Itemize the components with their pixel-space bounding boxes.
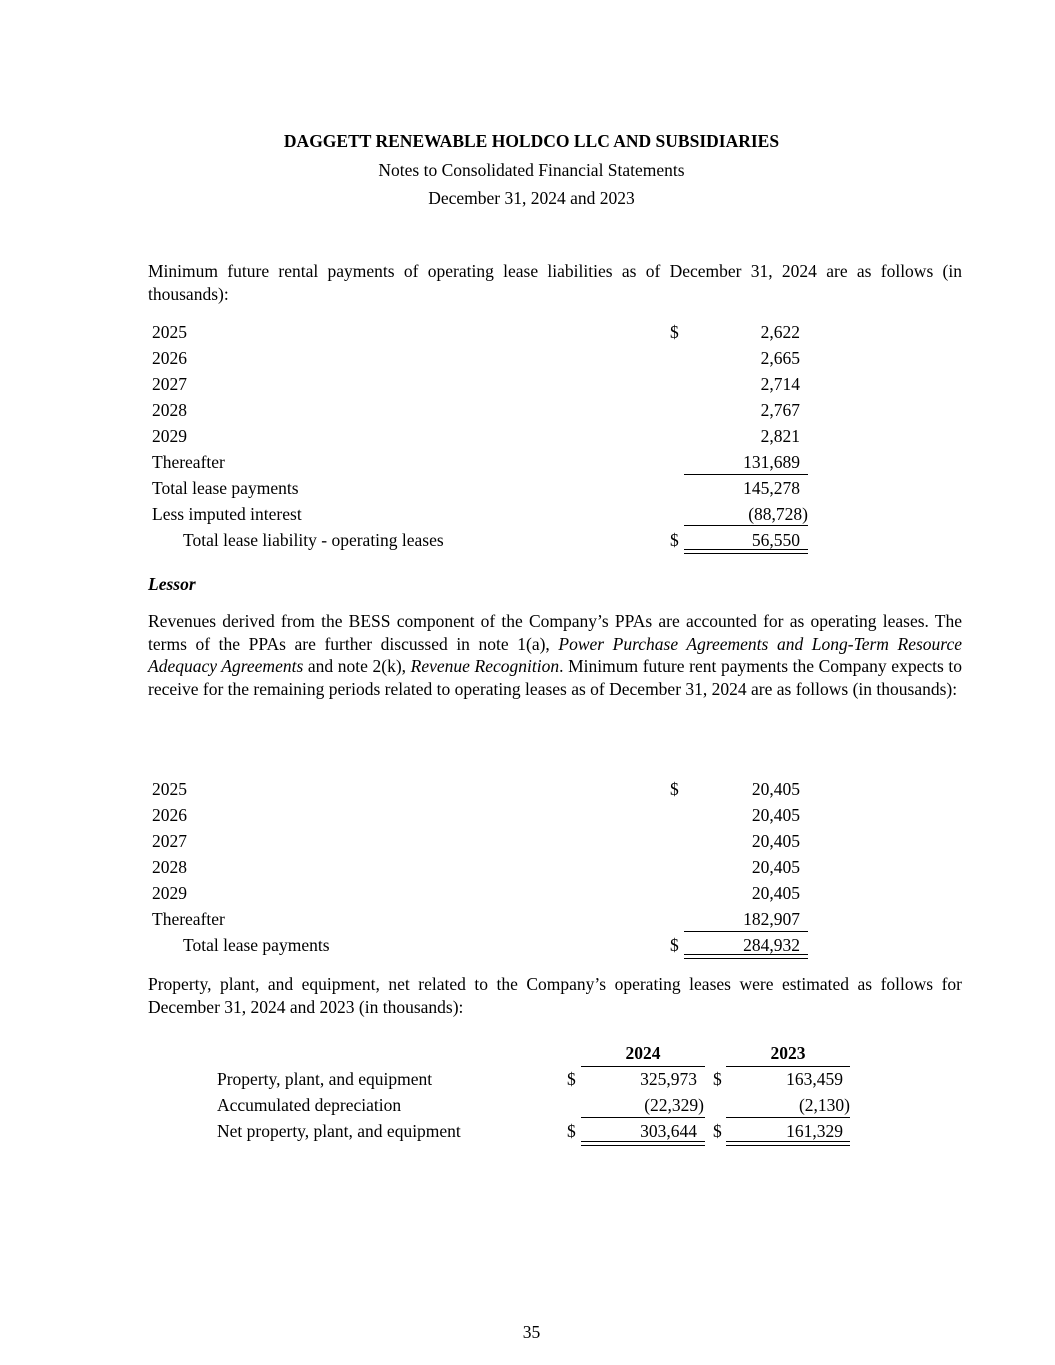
- paragraph-text: . Minimum future rent payments the Company expects to receive for the remaining periods related to operating leases as of December 31, 2024 are as follows (in thousands):: [148, 656, 962, 699]
- currency-symbol: $: [670, 779, 679, 799]
- row-value: 284,932: [743, 935, 800, 955]
- row-label: 2029: [152, 883, 187, 903]
- row-label: 2029: [152, 426, 187, 446]
- currency-symbol: $: [567, 1121, 576, 1141]
- lessor-intro-paragraph: [148, 610, 962, 700]
- currency-symbol: $: [670, 322, 679, 342]
- currency-symbol: $: [713, 1121, 722, 1141]
- row-label: Total lease liability - operating leases: [183, 530, 444, 550]
- row-value: 131,689: [743, 452, 800, 472]
- paragraph-text: and note 2(k),: [303, 656, 411, 676]
- total-double-rule: [684, 549, 808, 554]
- total-double-rule: [684, 954, 808, 959]
- document-period: December 31, 2024 and 2023: [428, 188, 635, 208]
- subtotal-rule: [684, 525, 808, 526]
- value-2023: 163,459: [786, 1069, 843, 1089]
- value-2024: (22,329): [644, 1095, 704, 1115]
- document-subtitle: Notes to Consolidated Financial Statements: [378, 160, 685, 180]
- value-2023: 161,329: [786, 1121, 843, 1141]
- row-value: 2,714: [760, 374, 800, 394]
- row-value: 20,405: [751, 831, 800, 851]
- table-row: [217, 1092, 857, 1118]
- row-label: Property, plant, and equipment: [217, 1069, 433, 1089]
- row-label: Total lease payments: [152, 478, 299, 498]
- row-label: Total lease payments: [183, 935, 330, 955]
- page-number: 35: [522, 1322, 541, 1342]
- note-reference-italic: Power Purchase Agreements and Long-Term Resource Adequacy Agreements: [148, 633, 962, 676]
- currency-symbol: $: [670, 530, 679, 550]
- row-value: 20,405: [751, 805, 800, 825]
- row-value: 20,405: [751, 857, 800, 877]
- row-value: 2,622: [760, 322, 800, 342]
- row-label: 2025: [152, 779, 187, 799]
- ppe-intro-paragraph: Property, plant, and equipment, net related to the Company’s operating leases were estimated as follows for December 31, 2024 and 2023 (in thousands):: [148, 974, 962, 1017]
- row-label: 2025: [152, 322, 187, 342]
- table-row: [217, 1066, 857, 1092]
- value-2023: (2,130): [798, 1095, 850, 1115]
- lessee-intro-paragraph: Minimum future rental payments of operating lease liabilities as of December 31, 2024 are as follows (in thousands):: [148, 261, 962, 304]
- row-label: 2027: [152, 374, 187, 394]
- column-header-2024: 2024: [625, 1043, 661, 1063]
- row-label: 2026: [152, 348, 187, 368]
- value-2024: 303,644: [640, 1121, 697, 1141]
- row-value: 20,405: [751, 883, 800, 903]
- currency-symbol: $: [567, 1069, 576, 1089]
- value-2024: 325,973: [640, 1069, 697, 1089]
- row-value: 2,821: [760, 426, 800, 446]
- company-name: DAGGETT RENEWABLE HOLDCO LLC AND SUBSIDIARIES: [283, 131, 780, 151]
- section-title-lessor: Lessor: [148, 574, 196, 594]
- row-value: 145,278: [743, 478, 800, 498]
- row-label: Net property, plant, and equipment: [217, 1121, 461, 1141]
- row-label: Thereafter: [152, 909, 225, 929]
- note-reference-italic: Revenue Recognition: [410, 656, 560, 676]
- row-value: 20,405: [751, 779, 800, 799]
- row-label: Accumulated depreciation: [217, 1095, 402, 1115]
- row-value: 182,907: [743, 909, 800, 929]
- currency-symbol: $: [670, 935, 679, 955]
- row-value: (88,728): [748, 504, 808, 524]
- row-label: 2028: [152, 857, 187, 877]
- total-double-rule: [581, 1141, 705, 1146]
- row-label: Thereafter: [152, 452, 225, 472]
- row-label: 2026: [152, 805, 187, 825]
- column-header-2023: 2023: [770, 1043, 806, 1063]
- row-label: 2028: [152, 400, 187, 420]
- total-double-rule: [726, 1141, 850, 1146]
- currency-symbol: $: [713, 1069, 722, 1089]
- row-label: Less imputed interest: [152, 504, 302, 524]
- row-value: 2,665: [760, 348, 800, 368]
- row-value: 2,767: [760, 400, 800, 420]
- row-value: 56,550: [751, 530, 800, 550]
- paragraph-text: Revenues derived from the BESS component of the Company’s PPAs are accounted for as operating leases. The terms of the PPAs are further discussed in note 1(a),: [148, 611, 962, 654]
- row-label: 2027: [152, 831, 187, 851]
